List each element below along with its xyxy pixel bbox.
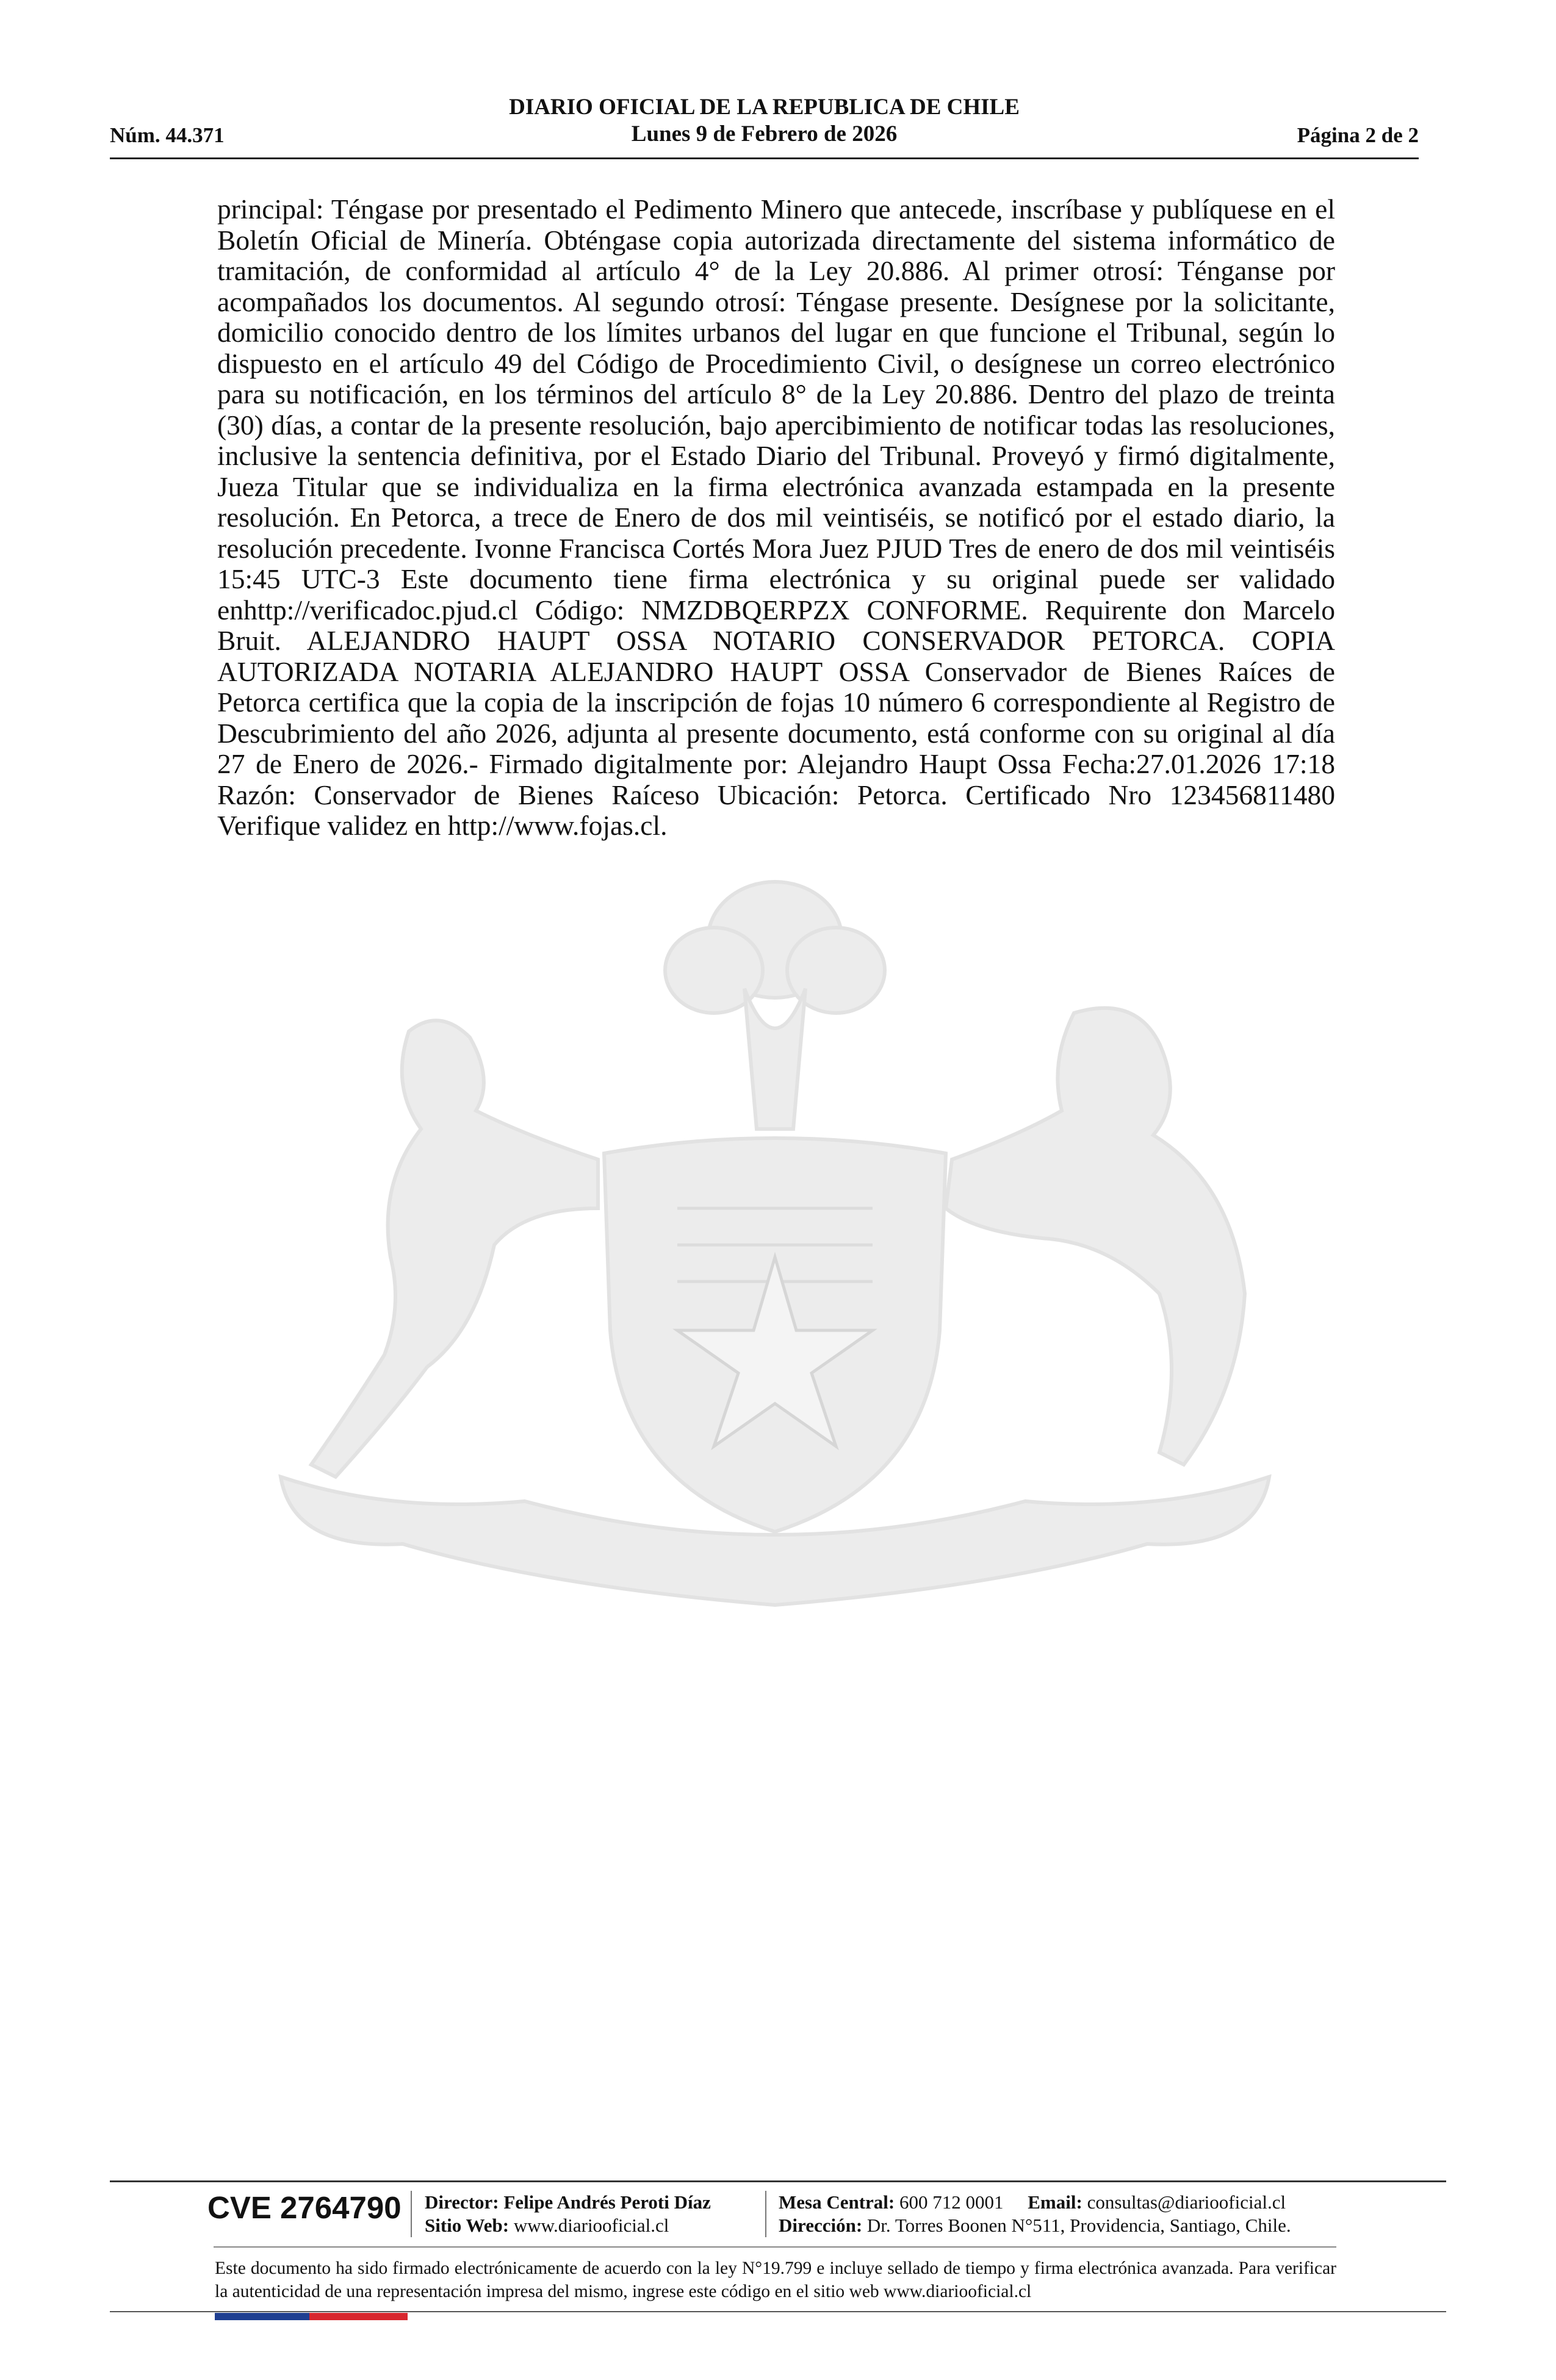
flag-red-segment [309, 2313, 408, 2320]
footer-column-divider [765, 2191, 766, 2237]
footer-bottom-divider [110, 2311, 1446, 2312]
director-name: Felipe Andrés Peroti Díaz [503, 2191, 711, 2213]
site-link[interactable]: www.diariooficial.cl [513, 2215, 669, 2236]
mesa-phone: 600 712 0001 [899, 2191, 1004, 2213]
page-indicator: Página 2 de 2 [1297, 123, 1419, 147]
flag-blue-segment [215, 2313, 309, 2320]
coat-of-arms-watermark [207, 867, 1342, 1684]
footer-top-divider [110, 2180, 1446, 2182]
director-label: Director: [425, 2191, 499, 2213]
signature-notice: Este documento ha sido firmado electrónicamente de acuerdo con la ley N°19.799 e incluye sellado de tiempo y firma electrónica avanzada. Para verificar la autenticidad de una representación impresa del mismo, ingrese este código en el sitio web www.diariooficial.cl [215, 2259, 1336, 2301]
cve-code: CVE 2764790 [207, 2190, 402, 2225]
address-line [779, 2214, 1291, 2237]
body-paragraph: principal: Téngase por presentado el Pedimento Minero que antecede, inscríbase y publíquese en el Boletín Oficial de Minería. Obténgase copia autorizada directamente del sistema informático de tramitación, de conformidad al artículo 4° de la Ley 20.886. Al primer otrosí: Ténganse por acompañados los documentos. Al segundo otrosí: Téngase presente. Desígnese por la solicitante, domicilio conocido dentro de los límites urbanos del lugar en que funcione el Tribunal, según lo dispuesto en el artículo 49 del Código de Procedimiento Civil, o desígnese un correo electrónico para su notificación, en los términos del artículo 8° de la Ley 20.886. Dentro del plazo de treinta (30) días, a contar de la presente resolución, bajo apercibimiento de notificar todas las resoluciones, inclusive la sentencia definitiva, por el Estado Diario del Tribunal. Proveyó y firmó digitalmente, Jueza Titular que se individualiza en la firma electrónica avanzada estampada en la presente resolución. En Petorca, a trece de Enero de dos mil veintiséis, se notificó por el estado diario, la resolución precedente. Ivonne Francisca Cortés Mora Juez PJUD Tres de enero de dos mil veintiséis 15:45 UTC-3 Este documento tiene firma electrónica y su original puede ser validado enhttp://verificadoc.pjud.cl Código: NMZDBQERPZX CONFORME. Requirente don Marcelo Bruit. ALEJANDRO HAUPT OSSA NOTARIO CONSERVADOR PETORCA. COPIA AUTORIZADA NOTARIA ALEJANDRO HAUPT OSSA Conservador de Bienes Raíces de Petorca certifica que la copia de la inscripción de fojas 10 número 6 correspondiente al Registro de Descubrimiento del año 2026, adjunta al presente documento, está conforme con su original al día 27 de Enero de 2026.- Firmado digitalmente por: Alejandro Haupt Ossa Fecha:27.01.2026 17:18 Razón: Conservador de Bienes Raíceso Ubicación: Petorca. Certificado Nro 123456811480 Verifique validez en http://www.fojas.cl. [217, 193, 1335, 841]
flag-color-bar [215, 2313, 408, 2320]
issue-date: Lunes 9 de Febrero de 2026 [631, 121, 898, 146]
footer-middle-divider [214, 2246, 1336, 2248]
footer-column-divider [411, 2191, 412, 2237]
contact-line [779, 2191, 1291, 2214]
page-header [110, 92, 1419, 159]
site-label: Sitio Web: [425, 2215, 510, 2236]
newspaper-title: DIARIO OFICIAL DE LA REPUBLICA DE CHILE [509, 95, 1020, 120]
site-line [425, 2214, 711, 2237]
email-link[interactable]: consultas@diariooficial.cl [1087, 2191, 1286, 2213]
footer-director-block [425, 2191, 711, 2237]
coat-of-arms-icon [207, 867, 1342, 1684]
issue-number: Núm. 44.371 [110, 123, 225, 147]
address-label: Dirección: [779, 2215, 863, 2236]
address-value: Dr. Torres Boonen N°511, Providencia, Santiago, Chile. [866, 2215, 1291, 2236]
mesa-label: Mesa Central: [779, 2191, 895, 2213]
footer-contact-block [779, 2191, 1291, 2237]
email-label: Email: [1028, 2191, 1082, 2213]
director-line [425, 2191, 711, 2214]
